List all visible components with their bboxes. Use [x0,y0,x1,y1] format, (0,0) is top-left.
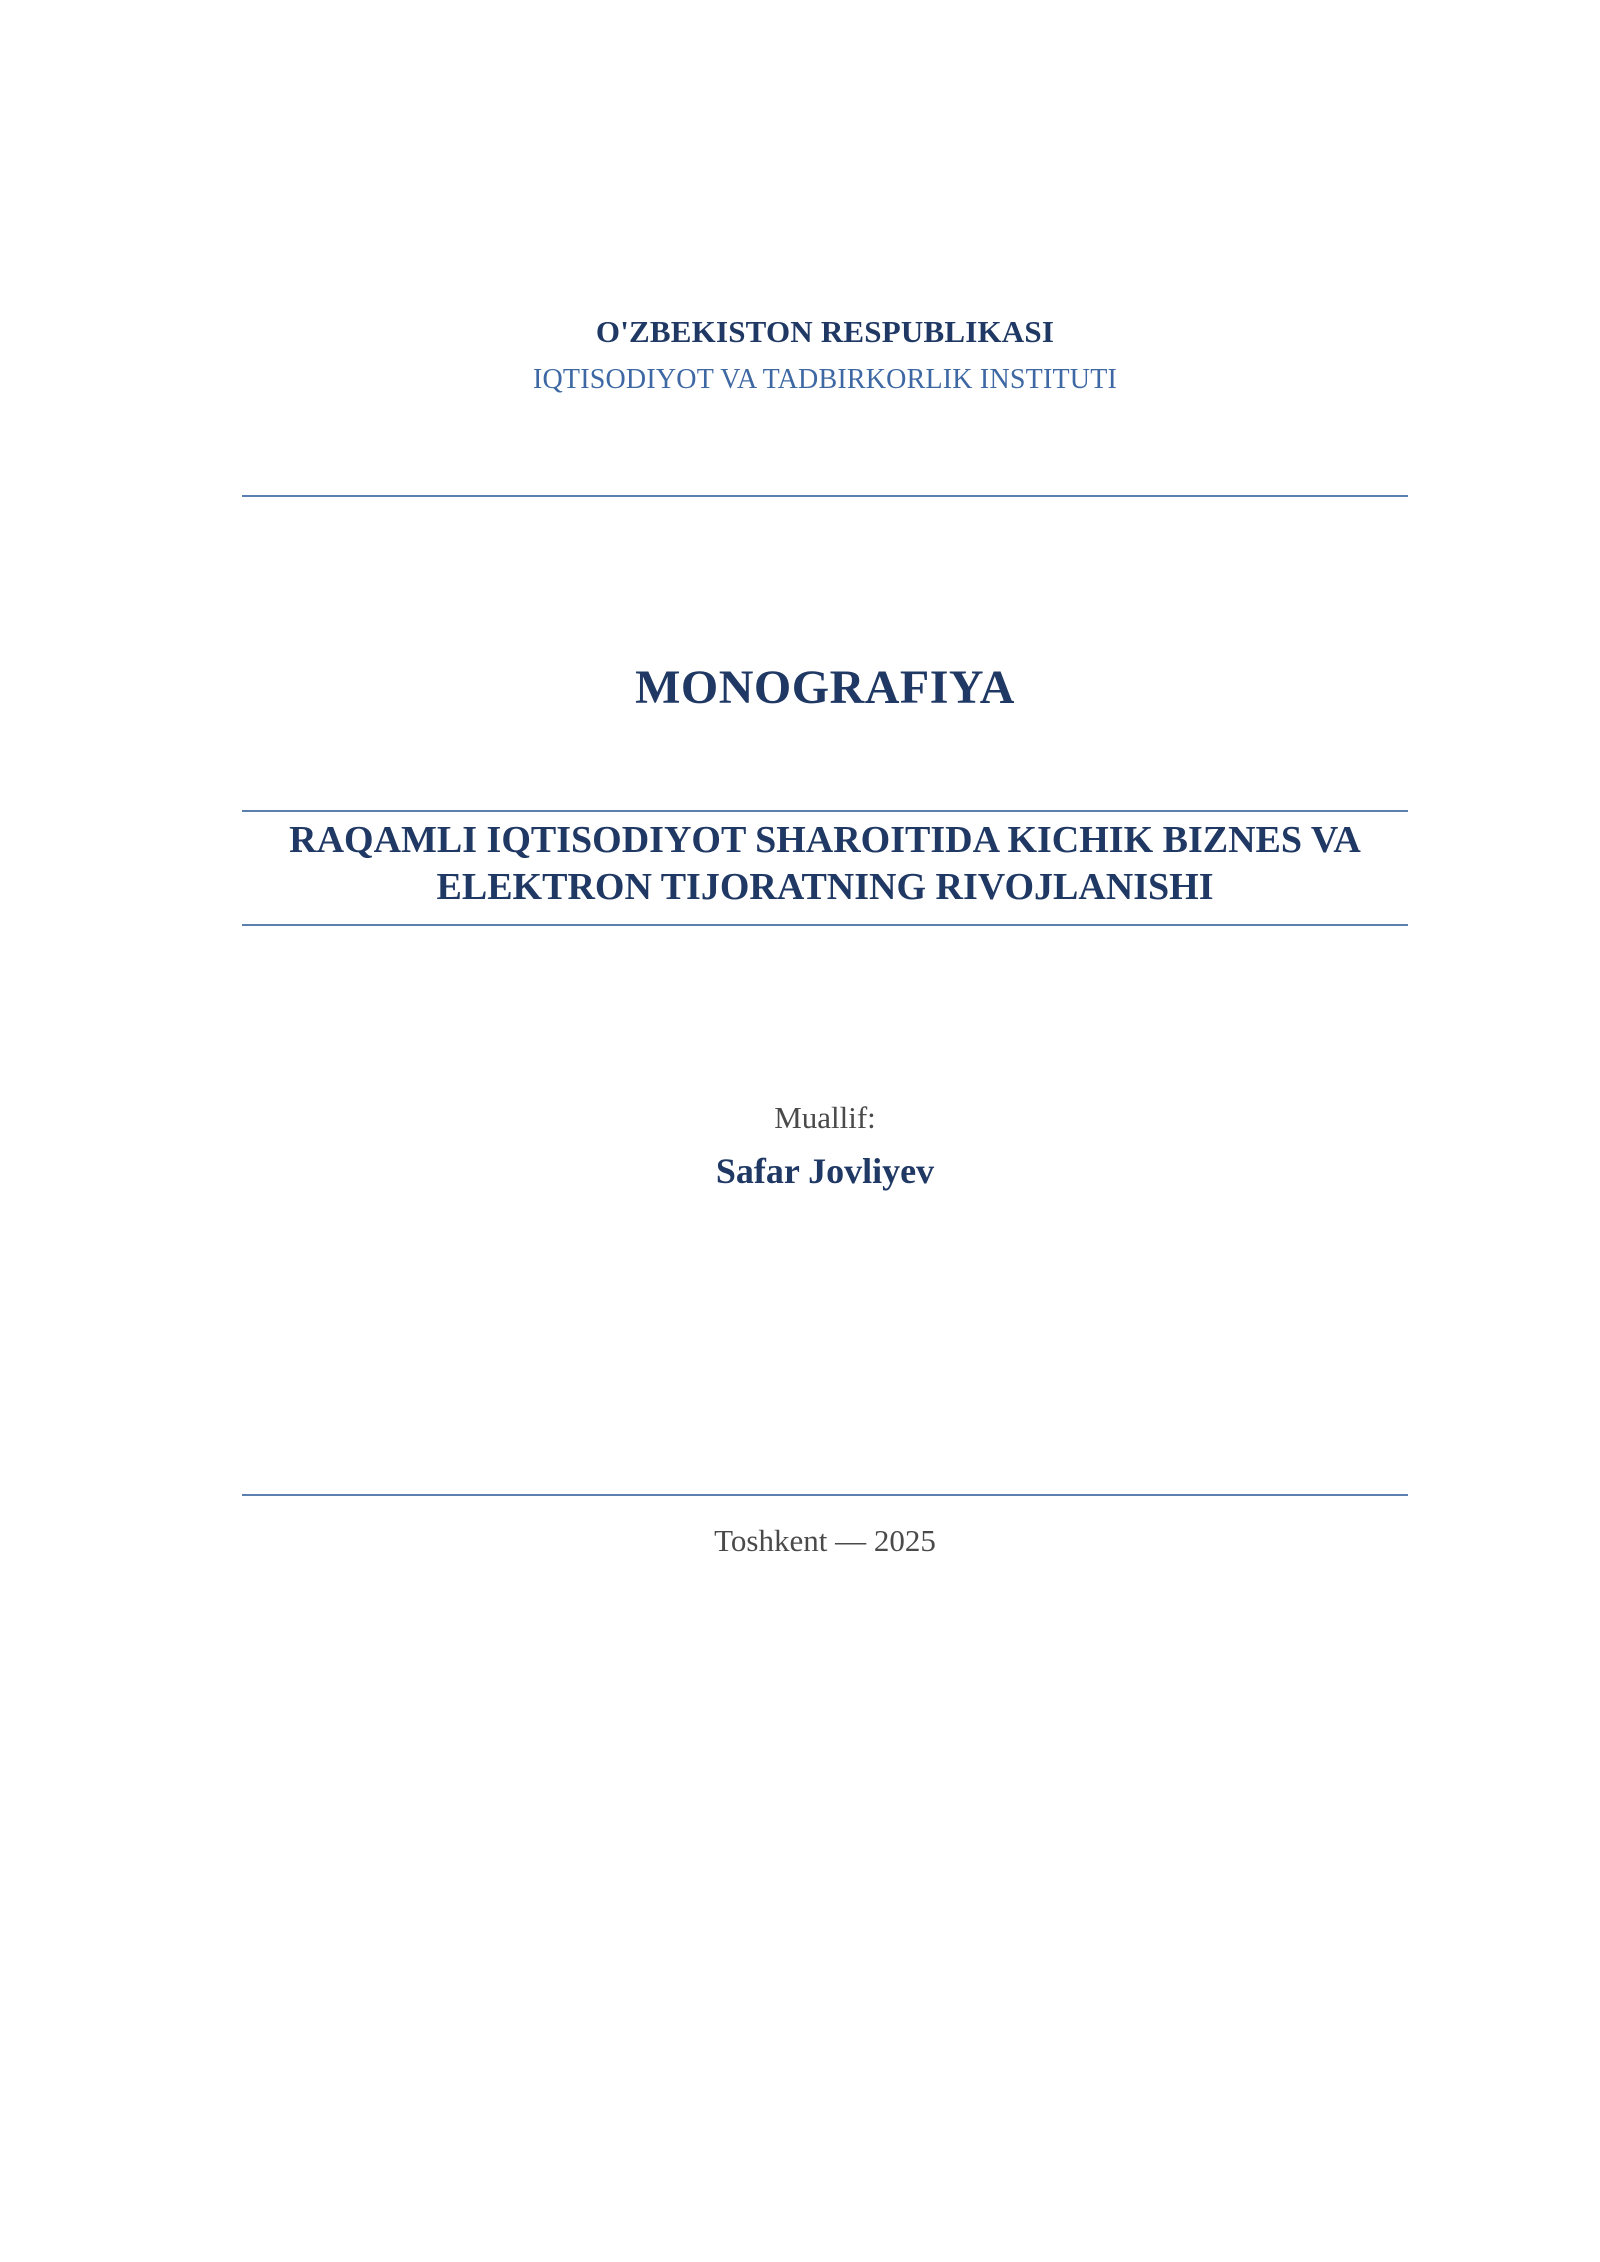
title-divider-lower [242,924,1408,926]
document-type: MONOGRAFIYA [635,661,1015,714]
institute-heading: IQTISODIYOT VA TADBIRKORLIK INSTITUTI [532,364,1118,395]
title-divider-upper [242,810,1408,812]
document-title-line-2: ELEKTRON TIJORATNING RIVOJLANISHI [436,866,1214,908]
author-label: Muallif: [774,1100,876,1135]
divider-top [242,495,1408,497]
divider-bottom [242,1494,1408,1496]
document-title-line-1: RAQAMLI IQTISODIYOT SHAROITIDA KICHIK BIZNES VA [289,819,1361,861]
place-and-year: Toshkent — 2025 [714,1523,936,1558]
country-heading: O'ZBEKISTON RESPUBLIKASI [595,314,1055,349]
author-name: Safar Jovliyev [715,1151,935,1191]
